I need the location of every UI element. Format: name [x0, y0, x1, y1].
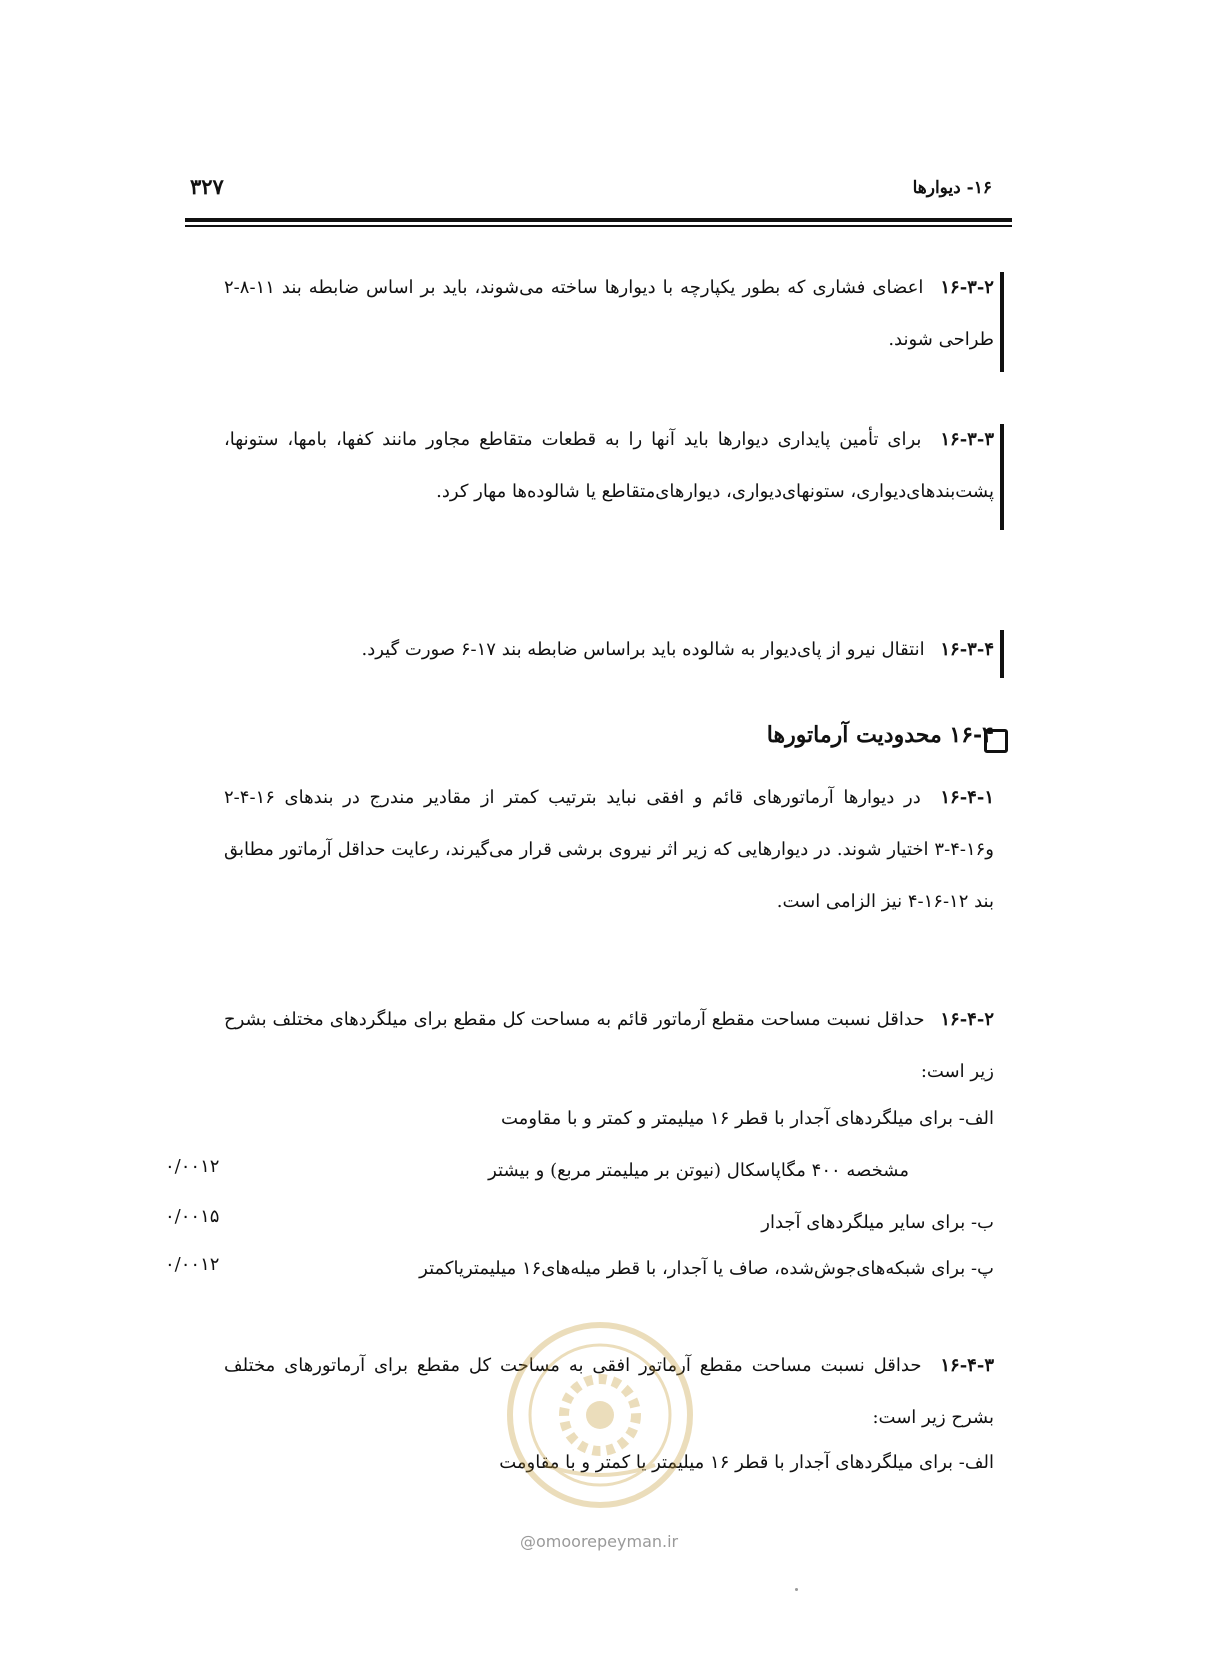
list-item-alef: الف- برای میلگردهای آجدار با قطر ۱۶ میلیمتر یا کمتر و با مقاومت	[499, 1452, 994, 1473]
paragraph-text: حداقل نسبت مساحت مقطع آرماتور افقی به مساحت کل مقطع برای آرماتورهای مختلف بشرح زیر است:	[224, 1355, 994, 1428]
change-bar	[1000, 424, 1004, 530]
header-rule-thick	[185, 218, 1012, 222]
paragraph-number: ۱۶-۴-۳	[940, 1355, 994, 1376]
paragraph-16-4-1	[224, 772, 994, 928]
change-bar	[1000, 272, 1004, 372]
list-value-alef: ۰/۰۰۱۲	[165, 1156, 220, 1177]
header-rule-thin	[185, 225, 1012, 227]
page-number: ۳۲۷	[190, 174, 224, 199]
chapter-title: ۱۶- دیوارها	[912, 178, 992, 198]
paragraph-number: ۱۶-۳-۴	[940, 639, 994, 660]
watermark-text: @omoorepeyman.ir	[520, 1532, 679, 1551]
paragraph-16-3-2	[224, 262, 994, 366]
paragraph-text: برای تأمین پایداری دیوارها باید آنها را به قطعات متقاطع مجاور مانند کفها، بامها، ستونها، پشت‌بندهای‌دیواری، ستونهای‌دیواری، دیوارهای‌متقاطع یا شالوده‌ها مهار کرد.	[224, 429, 994, 502]
paragraph-number: ۱۶-۳-۲	[940, 277, 994, 298]
paragraph-16-3-4	[224, 624, 994, 676]
paragraph-text: در دیوارها آرماتورهای قائم و افقی نباید بترتیب کمتر از مقادیر مندرج در بندهای ۱۶-۴-۲ و۱۶-۴-۳ اختیار شوند. در دیوارهایی که زیر اثر نیروی برشی قرار می‌گیرند، رعایت حداقل آرماتور مطابق بند ۱۲-۱۶-۴ نیز الزامی است.	[224, 787, 994, 912]
list-item-alef: الف- برای میلگردهای آجدار با قطر ۱۶ میلیمتر و کمتر و با مقاومت	[501, 1108, 994, 1129]
paragraph-number: ۱۶-۴-۲	[940, 1009, 994, 1030]
list-item-alef-cont: مشخصه ۴۰۰ مگاپاسکال (نیوتن بر میلیمتر مربع) و بیشتر	[488, 1160, 909, 1181]
list-item-pe: پ- برای شبکه‌های‌جوش‌شده، صاف یا آجدار، با قطر میله‌های۱۶ میلیمتریاکمتر	[419, 1258, 994, 1279]
paragraph-text: حداقل نسبت مساحت مقطع آرماتور قائم به مساحت کل مقطع برای میلگردهای مختلف بشرح زیر است:	[224, 1009, 994, 1082]
section-heading: ۱۶-۴ محدودیت آرماتورها	[766, 722, 994, 748]
change-bar	[1000, 630, 1004, 678]
paragraph-16-3-3	[224, 414, 994, 518]
paragraph-number: ۱۶-۴-۱	[940, 787, 994, 808]
list-item-be: ب- برای سایر میلگردهای آجدار	[761, 1212, 994, 1233]
paragraph-text: انتقال نیرو از پای‌دیوار به شالوده باید براساس ضابطه بند ۱۷-۶ صورت گیرد.	[361, 639, 925, 660]
paragraph-16-4-2	[224, 994, 994, 1098]
paragraph-text: اعضای فشاری که بطور یکپارچه با دیوارها ساخته می‌شوند، باید بر اساس ضابطه بند ۱۱-۸-۲ طراحی شوند.	[224, 277, 994, 350]
scan-speck	[795, 1588, 798, 1591]
list-value-be: ۰/۰۰۱۵	[165, 1206, 220, 1227]
publisher-seal-watermark	[500, 1315, 700, 1515]
paragraph-number: ۱۶-۳-۳	[940, 429, 994, 450]
list-value-pe: ۰/۰۰۱۲	[165, 1254, 220, 1275]
